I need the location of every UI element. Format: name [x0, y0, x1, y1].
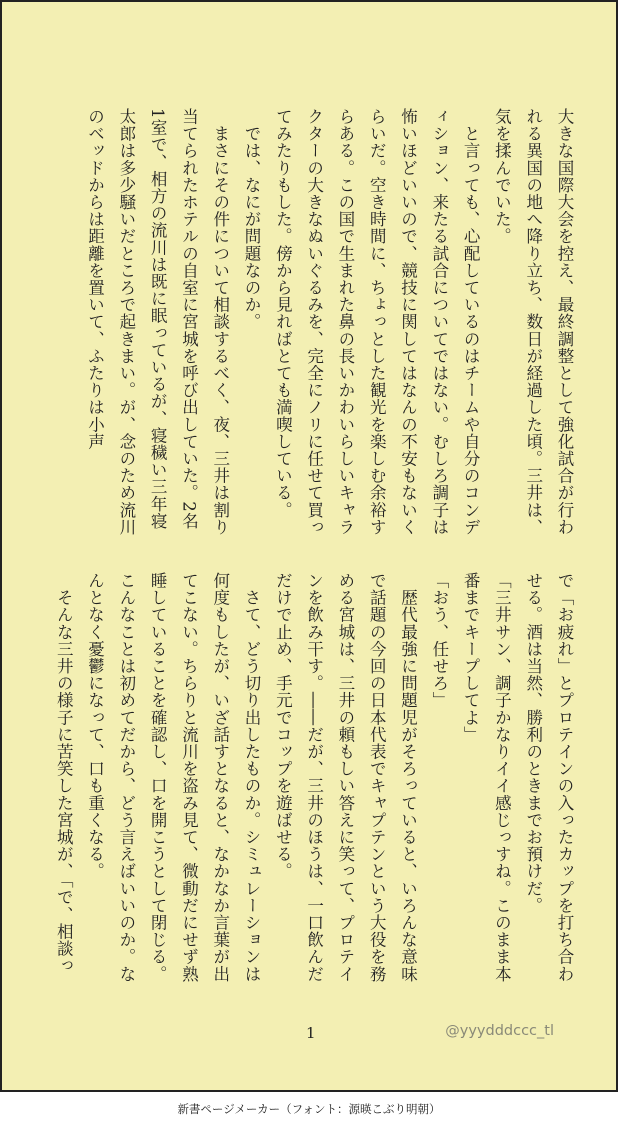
- paragraph: では、なにが問題なのか。: [242, 108, 262, 331]
- page-number: 1: [306, 1024, 316, 1042]
- text-block-lower: [54, 572, 580, 987]
- paragraph: さて、どう切り出したものか。シミュレーションは何度もしたが、いざ話すとなると、なかなか言葉が出てこない。ちらりと流川を盗み見て、微動だにせず熟睡していることを確認し、口を開こうとして閉じる。こんなことは初めてだから、どう言えばいいのか。なんとなく憂鬱になって、口も重くなる。: [85, 572, 262, 983]
- paragraph: まさにその件について相談するべく、夜、三井は割り当てられたホテルの自室に宮城を呼び出していた。2名1室で、相方の流川は既に眠っているが、寝穢い三年寝太郎は多少騒いだところで起きまい。が、念のため流川のベッドからは距離を置いて、ふたりは小声: [85, 108, 230, 536]
- paragraph: と言っても、心配しているのはチームや自分のコンディション、来たる試合についてではない。むしろ調子は怖いほどいいので、競技に関してはなんの不安もないくらいだ。空き時間に、ちょっとした観光を楽しむ余裕すらある。この国で生まれた鼻の長いかわいらしいキャラクターの大きなぬいぐるみを、完全にノリに任せて買ってみたりもした。傍から見ればとても満喫している。: [273, 108, 481, 536]
- text-block-upper: [64, 108, 580, 538]
- paragraph: 「おう、任せろ」: [429, 572, 449, 709]
- generator-credit: 新書ページメーカー（フォント：源暎こぶり明朝）: [177, 1102, 441, 1116]
- paragraph: で「お疲れ」とプロテインの入ったカップを打ち合わせる。酒は当然、勝利のときまでお預けだ。: [523, 572, 574, 983]
- author-handle: @yyydddccc_tl: [445, 1023, 554, 1039]
- paragraph: 歴代最強に問題児がそろっていると、いろんな意味で話題の今回の日本代表でキャプテンという大役を務める宮城は、三井の頼もしい答えに笑って、プロテインを飲み干す。――だが、三井のほうは、一口飲んだだけで止め、手元でコップを遊ばせる。: [273, 572, 418, 983]
- paragraph: 大きな国際大会を控え、最終調整として強化試合が行われる異国の地へ降り立ち、数日が経過した頃。三井は、気を揉んでいた。: [492, 108, 574, 536]
- paragraph: 「三井サン、調子かなりイイ感じっすね。このまま本番までキープしてよ」: [461, 572, 512, 983]
- paragraph: そんな三井の様子に苦笑した宮城が、「で、相談っ: [54, 572, 74, 975]
